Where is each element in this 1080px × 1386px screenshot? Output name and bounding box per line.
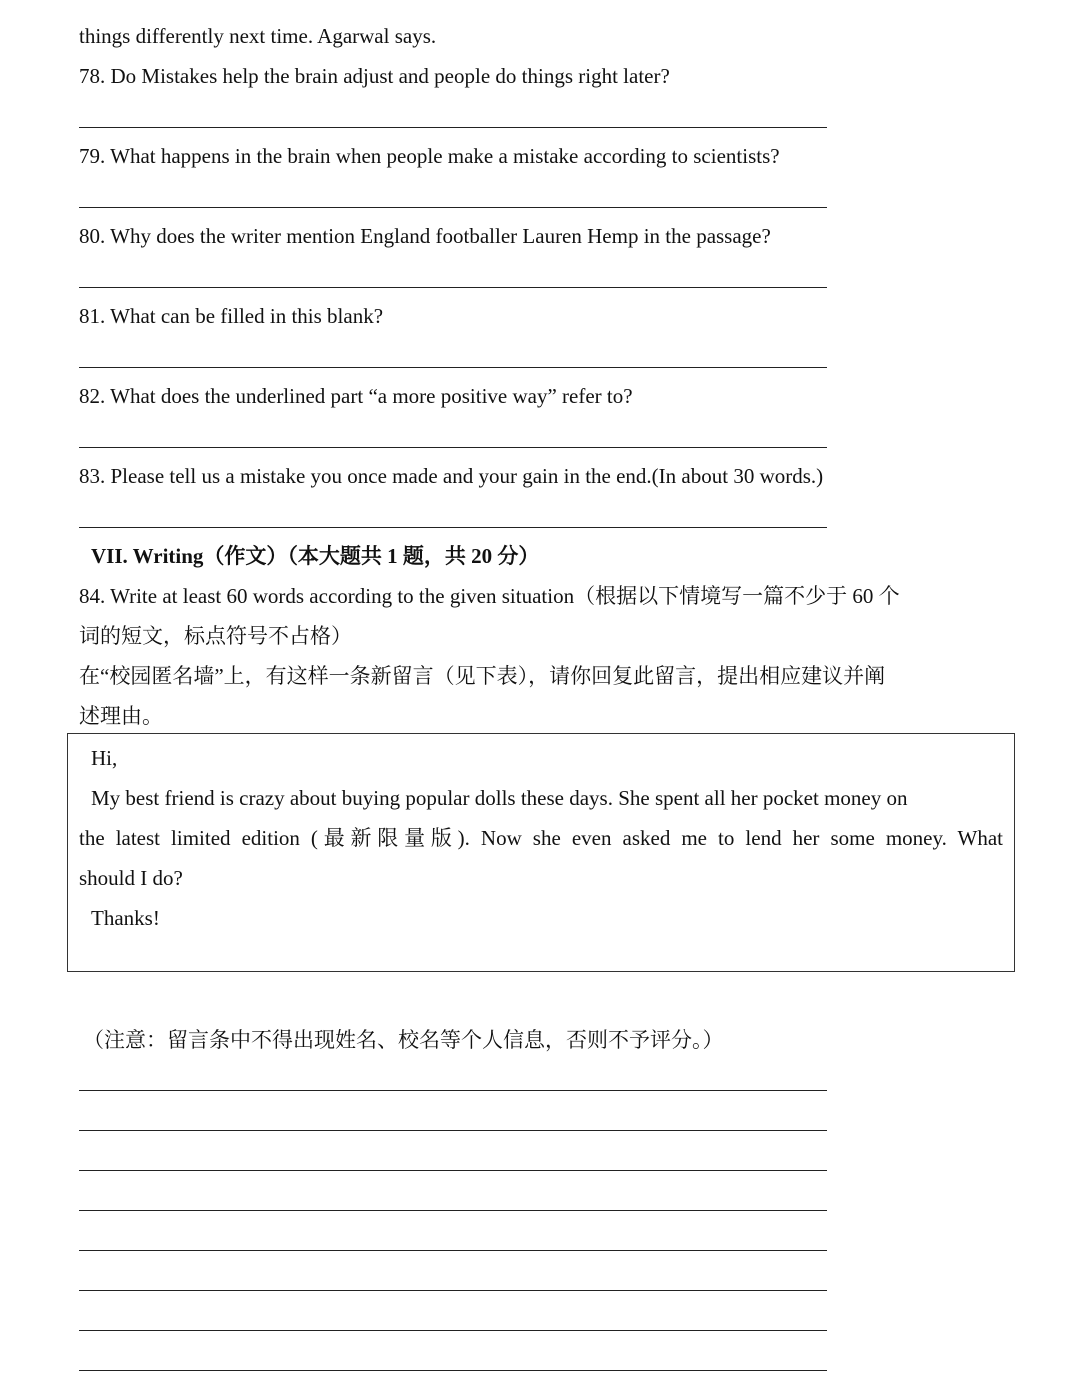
question-84-line-1: 84. Write at least 60 words according to the given situation（根据以下情境写一篇不少于 60 个 <box>79 584 900 608</box>
message-box <box>67 733 1015 972</box>
writing-section-title: VII. Writing（作文）（本大题共 1 题，共 20 分） <box>91 544 540 568</box>
writing-line-5[interactable] <box>79 1250 827 1251</box>
question-83: 83. Please tell us a mistake you once made and your gain in the end.(In about 30 words.) <box>79 464 824 488</box>
question-81: 81. What can be filled in this blank? <box>79 304 384 328</box>
message-body-line-3: should I do? <box>79 866 183 890</box>
writing-line-7[interactable] <box>79 1330 827 1331</box>
passage-tail: things differently next time. Agarwal says. <box>79 24 437 48</box>
question-84-line-2: 词的短文，标点符号不占格） <box>79 624 352 648</box>
writing-line-3[interactable] <box>79 1170 827 1171</box>
writing-line-4[interactable] <box>79 1210 827 1211</box>
message-body-line-2: the latest limited edition (最新限量版). Now she even asked me to lend her some money. What <box>79 826 1003 850</box>
answer-line-81[interactable] <box>79 367 827 368</box>
question-82: 82. What does the underlined part “a more positive way” refer to? <box>79 384 633 408</box>
answer-line-83[interactable] <box>79 527 827 528</box>
instruction-cn-line-2: 述理由。 <box>79 704 163 728</box>
instruction-cn-line-1: 在“校园匿名墙”上，有这样一条新留言（见下表），请你回复此留言，提出相应建议并阐 <box>79 664 886 688</box>
writing-line-6[interactable] <box>79 1290 827 1291</box>
question-78: 78. Do Mistakes help the brain adjust and people do things right later? <box>79 64 670 88</box>
answer-line-82[interactable] <box>79 447 827 448</box>
writing-line-8[interactable] <box>79 1370 827 1371</box>
question-80: 80. Why does the writer mention England footballer Lauren Hemp in the passage? <box>79 224 771 248</box>
writing-line-1[interactable] <box>79 1090 827 1091</box>
message-closing: Thanks! <box>91 906 160 930</box>
writing-line-2[interactable] <box>79 1130 827 1131</box>
note: （注意：留言条中不得出现姓名、校名等个人信息，否则不予评分。） <box>83 1028 724 1052</box>
answer-line-80[interactable] <box>79 287 827 288</box>
answer-line-79[interactable] <box>79 207 827 208</box>
message-body-line-1: My best friend is crazy about buying popular dolls these days. She spent all her pocket money on <box>91 786 908 810</box>
question-79: 79. What happens in the brain when people make a mistake according to scientists? <box>79 144 780 168</box>
message-greeting: Hi, <box>91 746 118 770</box>
answer-line-78[interactable] <box>79 127 827 128</box>
